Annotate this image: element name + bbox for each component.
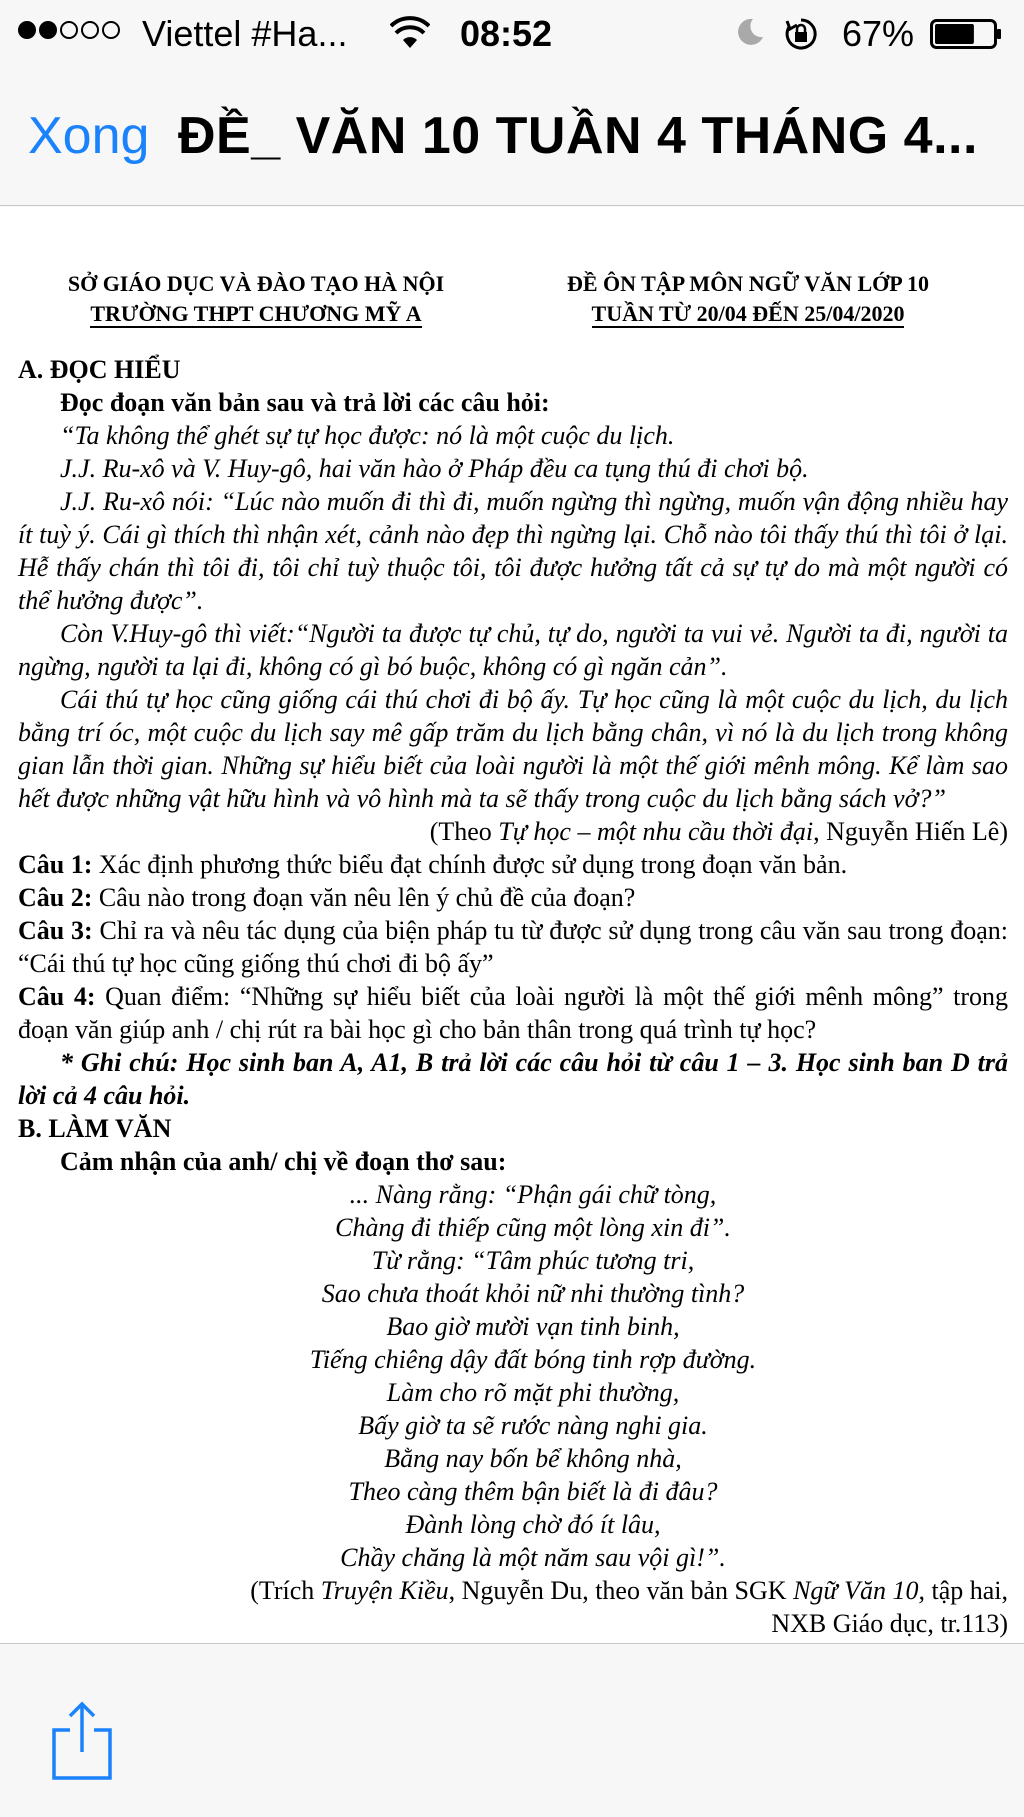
poem-line: Bấy giờ ta sẽ rước nàng nghi gia. (358, 1411, 708, 1440)
passage-paragraph: “Ta không thể ghét sự tự học được: nó là một cuộc du lịch. (60, 421, 675, 450)
school-name: TRƯỜNG THPT CHƯƠNG MỸ A (90, 301, 422, 326)
poem-line: Theo càng thêm bận biết là đi đâu? (348, 1477, 718, 1506)
poem-line: Bao giờ mười vạn tinh binh, (386, 1312, 680, 1341)
section-a-instruction: Đọc đoạn văn bản sau và trả lời các câu hỏi: (60, 388, 550, 417)
poem-line: Từ rằng: “Tâm phúc tương tri, (371, 1246, 695, 1275)
share-icon[interactable] (50, 1700, 114, 1780)
department-name: SỞ GIÁO DỤC VÀ ĐÀO TẠO HÀ NỘI (67, 271, 445, 296)
navigation-bar (0, 66, 1024, 206)
poem-line: Làm cho rõ mặt phi thường, (386, 1378, 680, 1407)
question-2: Câu 2: Câu nào trong đoạn văn nêu lên ý chủ đề của đoạn? (18, 883, 636, 912)
carrier-name: Viettel #Ha... (142, 13, 348, 54)
passage-paragraph: Cái thú tự học cũng giống cái thú chơi đi bộ ấy. Tự học cũng là một cuộc du lịch, du lịch bằng trí óc, một cuộc du lịch say mê gấp trăm du lịch bằng chân, vì nó là du lịch trong không gian lẫn thời gian. Những sự hiểu biết của loài người là một thế giới mênh mông. Kể làm sao hết được những vật hữu hình và vô hình mà ta sẽ thấy trong cuộc du lịch bằng sách vở?” (18, 685, 1008, 813)
poem-line: Đành lòng chờ đó ít lâu, (405, 1510, 661, 1539)
document-title: ĐỀ_ VĂN 10 TUẦN 4 THÁNG 4... (178, 107, 978, 165)
battery-icon (930, 19, 1002, 49)
passage-paragraph: J.J. Ru-xô và V. Huy-gô, hai văn hào ở Pháp đều ca tụng thú đi chơi bộ. (60, 454, 809, 483)
do-not-disturb-moon-icon (735, 17, 765, 47)
bottom-toolbar (0, 1643, 1024, 1817)
poem-line: Chàng đi thiếp cũng một lòng xin đi”. (335, 1213, 731, 1242)
document-viewer[interactable] (0, 207, 1024, 1643)
header-left (36, 269, 476, 329)
document-body (18, 353, 1008, 1640)
section-a-heading: A. ĐỌC HIỂU (18, 355, 181, 384)
exam-week: TUẦN TỪ 20/04 ĐẾN 25/04/2020 (591, 301, 905, 326)
poem-line: Tiếng chiêng dậy đất bóng tinh rợp đường. (309, 1345, 757, 1374)
status-bar (0, 0, 1024, 66)
done-button[interactable]: Xong (28, 107, 150, 165)
rotation-lock-icon (784, 17, 818, 51)
poem-line: Bằng nay bốn bể không nhà, (384, 1444, 682, 1473)
section-b-instruction: Cảm nhận của anh/ chị về đoạn thơ sau: (60, 1147, 507, 1176)
poem-source: (Trích Truyện Kiều, Nguyễn Du, theo văn bản SGK Ngữ Văn 10, tập hai, (250, 1576, 1008, 1605)
battery-percentage: 67% (842, 13, 915, 54)
header-right (528, 269, 968, 329)
question-1: Câu 1: Xác định phương thức biểu đạt chính được sử dụng trong đoạn văn bản. (18, 850, 848, 879)
poem (18, 1178, 1008, 1574)
passage-source: (Theo Tự học – một nhu cầu thời đại, Nguyễn Hiến Lê) (429, 817, 1008, 846)
poem-source-publisher: NXB Giáo dục, tr.113) (771, 1609, 1008, 1638)
passage-paragraph: J.J. Ru-xô nói: “Lúc nào muốn đi thì đi, muốn ngừng thì ngừng, muốn vận động nhiều hay ít tuỳ ý. Cái gì thích thì nhận xét, cảnh nào đẹp thì ngừng lại. Chỗ nào tôi thấy thú thì tôi ở lại. Hễ thấy chán thì tôi đi, tôi chỉ tuỳ thuộc tôi, tôi được hưởng tất cả sự tự do mà một người có thể hưởng được”. (18, 487, 1008, 615)
poem-line: Sao chưa thoát khỏi nữ nhi thường tình? (321, 1279, 745, 1308)
question-3: Câu 3: Chỉ ra và nêu tác dụng của biện pháp tu từ được sử dụng trong câu văn sau trong đoạn: “Cái thú tự học cũng giống thú chơi đi bộ ấy” (18, 916, 1008, 978)
section-b-heading: B. LÀM VĂN (18, 1114, 172, 1143)
exam-title: ĐỀ ÔN TẬP MÔN NGỮ VĂN LỚP 10 (566, 271, 929, 296)
poem-line: ... Nàng rằng: “Phận gái chữ tòng, (349, 1180, 717, 1209)
signal-strength-icon (18, 21, 120, 39)
note: * Ghi chú: Học sinh ban A, A1, B trả lời các câu hỏi từ câu 1 – 3. Học sinh ban D trả lời cả 4 câu hỏi. (18, 1048, 1008, 1110)
passage-paragraph: Còn V.Huy-gô thì viết:“Người ta được tự chủ, tự do, người ta vui vẻ. Người ta đi, người ta ngừng, người ta lại đi, không có gì bó buộc, không có gì ngăn cản”. (18, 619, 1008, 681)
clock: 08:52 (460, 13, 553, 54)
poem-line: Chầy chăng là một năm sau vội gì!”. (340, 1543, 726, 1572)
wifi-icon (390, 16, 430, 50)
question-4: Câu 4: Quan điểm: “Những sự hiểu biết của loài người là một thế giới mênh mông” trong đoạn văn giúp anh / chị rút ra bài học gì cho bản thân trong quá trình tự học? (18, 982, 1008, 1044)
